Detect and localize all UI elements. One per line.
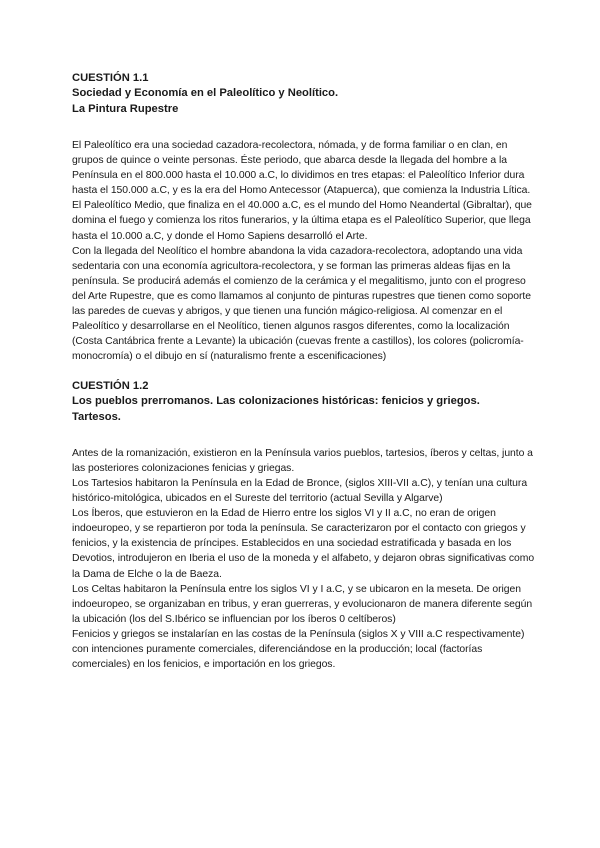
section-1-paragraph-1: El Paleolítico era una sociedad cazadora-recolectora, nómada, y de forma familiar o en clan, en grupos de quince o veinte personas. Éste periodo, que abarca desde la llegada del hombre a la Península en el 800.000 hasta el 10.000 a.C, lo dividimos en tres etapas: el Paleolítico Inferior dura hasta el 150.000 a.C, y es la era del Homo Antecessor (Atapuerca), que comienza la Industria Lítica. El Paleolítico Medio, que finaliza en el 40.000 a.C, es el mundo del Homo Neandertal (Gibraltar), que domina el fuego y comienza los ritos funerarios, y la última etapa es el Paleolítico Superior, que llega hasta el 10.000 a.C, y donde el Homo Sapiens desarrolló el Arte. bbox=[72, 140, 532, 242]
section-1-heading: CUESTIÓN 1.1 bbox=[72, 72, 149, 84]
section-2-paragraph-3: Los Íberos, que estuvieron en la Edad de Hierro entre los siglos VI y II a.C, no eran de origen indoeuropeo, y se repartieron por toda la península. Se caracterizaron por el contacto con griegos y fenicios, y la existencia de príncipes. Establecidos en una sociedad estratificada y basada en los Devotios, introdujeron en Iberia el uso de la moneda y el alfabeto, y dejaron obras significativas como la Dama de Elche o la de Baeza. bbox=[72, 508, 535, 580]
section-2 bbox=[72, 379, 540, 672]
section-1-title-line2: La Pintura Rupestre bbox=[72, 102, 179, 115]
section-1 bbox=[72, 71, 540, 364]
section-1-paragraph-2: Con la llegada del Neolítico el hombre abandona la vida cazadora-recolectora, adoptando una vida sedentaria con una economía agricultora-recolectora, y se forman las primeras aldeas fijas en la península. Se producirá además el comienzo de la cerámica y el megalitismo, junto con el progreso del Arte Rupestre, que es como llamamos al conjunto de pinturas rupestres que tienen como soporte las paredes de cuevas y abrigos, y que tienen una función mágico-religiosa. Al comenzar en el Paleolítico y desarrollarse en el Neolítico, tienen algunos rasgos diferentes, como la localización (Costa Cantábrica frente a Levante) la ubicación (cuevas frente a castillos), los colores (policromía-monocromía) o el dibujo en sí (naturalismo frente a escenificaciones) bbox=[72, 245, 531, 362]
section-2-paragraph-5: Fenicios y griegos se instalarían en las costas de la Península (siglos X y VIII a.C respectivamente) con intenciones puramente comerciales, diferenciándose en la producción; local (factorías comerciales) en los fenicios, e importación en los griegos. bbox=[72, 628, 525, 670]
section-2-paragraph-1: Antes de la romanización, existieron en la Península varios pueblos, tartesios, íberos y celtas, junto a las posteriores colonizaciones fenicias y griegas. bbox=[72, 448, 533, 475]
spacer bbox=[72, 117, 540, 138]
section-2-title-line1: Los pueblos prerromanos. Las colonizaciones históricas: fenicios y griegos. bbox=[72, 395, 480, 408]
spacer bbox=[72, 425, 540, 446]
section-2-heading: CUESTIÓN 1.2 bbox=[72, 379, 149, 392]
section-2-title-line2: Tartesos. bbox=[72, 410, 121, 423]
section-2-paragraph-2: Los Tartesios habitaron la Península en la Edad de Bronce, (siglos XIII-VII a.C), y tenían una cultura histórico-mitológica, ubicados en el Sureste del territorio (actual Sevilla y Algarve) bbox=[72, 478, 528, 505]
section-2-paragraph-4: Los Celtas habitaron la Península entre los siglos VI y I a.C, y se ubicaron en la meseta. De origen indoeuropeo, se organizaban en tribus, y eran guerreras, y evolucionaron de manera diferente según la ubicación (los del S.Ibérico se influencian por los íberos 0 celtíberos) bbox=[72, 583, 533, 625]
spacer bbox=[72, 364, 540, 379]
section-1-title-line1: Sociedad y Economía en el Paleolítico y Neolítico. bbox=[72, 87, 339, 100]
